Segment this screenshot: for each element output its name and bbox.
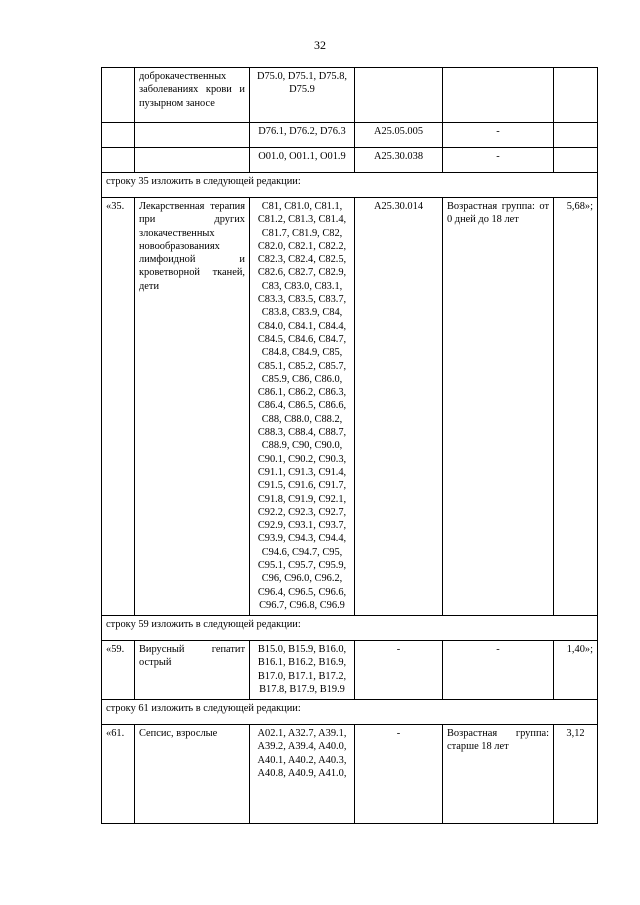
coefficient-cell: 5,68»; — [554, 198, 598, 616]
criteria-cell: - — [443, 641, 554, 700]
table-row — [102, 725, 598, 824]
row-number-cell — [102, 148, 135, 173]
coefficient-cell: 3,12 — [554, 725, 598, 824]
section-instruction-35: строку 35 изложить в следующей редакции: — [102, 173, 598, 198]
table-row — [102, 148, 598, 173]
table-row — [102, 641, 598, 700]
criteria-cell: Возрастная группа: от 0 дней до 18 лет — [443, 198, 554, 616]
service-code-cell: - — [355, 725, 443, 824]
page-number: 32 — [314, 38, 326, 52]
diagnosis-name-cell: Сепсис, взрослые — [135, 725, 250, 824]
icd-codes-cell: O01.0, O01.1, O01.9 — [250, 148, 355, 173]
diagnosis-name-cell: Вирусный гепатит острый — [135, 641, 250, 700]
icd-codes-cell: D76.1, D76.2, D76.3 — [250, 123, 355, 148]
criteria-cell: Возрастная группа: старше 18 лет — [443, 725, 554, 824]
coefficient-cell — [554, 68, 598, 123]
row-number-cell: «59. — [102, 641, 135, 700]
diagnosis-name-cell: Лекарственная терапия при других злокачественных новообразованиях лимфоидной и кроветворной тканей, дети — [135, 198, 250, 616]
icd-codes-cell: D75.0, D75.1, D75.8, D75.9 — [250, 68, 355, 123]
row-number-cell — [102, 68, 135, 123]
service-code-cell: A25.05.005 — [355, 123, 443, 148]
diagnosis-name-cell — [135, 148, 250, 173]
section-instruction-row — [102, 700, 598, 725]
section-instruction-row — [102, 616, 598, 641]
table-row — [102, 198, 598, 616]
section-instruction-59: строку 59 изложить в следующей редакции: — [102, 616, 598, 641]
section-instruction-61: строку 61 изложить в следующей редакции: — [102, 700, 598, 725]
criteria-cell: - — [443, 148, 554, 173]
table-row — [102, 68, 598, 123]
row-number-cell: «61. — [102, 725, 135, 824]
icd-codes-cell: C81, C81.0, C81.1, C81.2, C81.3, C81.4, C81.7, C81.9, C82, C82.0, C82.1, C82.2, C82.3, C82.4, C82.5, C82.6, C82.7, C82.9, C83, C83.0, C83.1, C83.3, C83.5, C83.7, C83.8, C83.9, C84, C84.0, C84.1, C84.4, C84.5, C84.6, C84.7, C84.8, C84.9, C85, C85.1, C85.2, C85.7, C85.9, C86, C86.0, C86.1, C86.2, C86.3, C86.4, C86.5, C86.6, C88, C88.0, C88.2, C88.3, C88.4, C88.7, C88.9, C90, C90.0, C90.1, C90.2, C90.3, C91.1, C91.3, C91.4, C91.5, C91.6, C91.7, C91.8, C91.9, C92.1, C92.2, C92.3, C92.7, C92.9, C93.1, C93.7, C93.9, C94.3, C94.4, C94.6, C94.7, C95, C95.1, C95.7, C95.9, C96, C96.0, C96.2, C96.4, C96.5, C96.6, C96.7, C96.8, C96.9 — [250, 198, 355, 616]
criteria-cell — [443, 68, 554, 123]
tariff-table — [101, 67, 598, 824]
service-code-cell: A25.30.038 — [355, 148, 443, 173]
row-number-cell: «35. — [102, 198, 135, 616]
coefficient-cell: 1,40»; — [554, 641, 598, 700]
coefficient-cell — [554, 123, 598, 148]
icd-codes-cell: A02.1, A32.7, A39.1, A39.2, A39.4, A40.0, A40.1, A40.2, A40.3, A40.8, A40.9, A41.0, — [250, 725, 355, 824]
section-instruction-row — [102, 173, 598, 198]
service-code-cell — [355, 68, 443, 123]
row-number-cell — [102, 123, 135, 148]
coefficient-cell — [554, 148, 598, 173]
diagnosis-name-cell: доброкачественных заболеваниях крови и пузырном заносе — [135, 68, 250, 123]
table-row — [102, 123, 598, 148]
service-code-cell: - — [355, 641, 443, 700]
icd-codes-cell: B15.0, B15.9, B16.0, B16.1, B16.2, B16.9, B17.0, B17.1, B17.2, B17.8, B17.9, B19.9 — [250, 641, 355, 700]
diagnosis-name-cell — [135, 123, 250, 148]
service-code-cell: A25.30.014 — [355, 198, 443, 616]
criteria-cell: - — [443, 123, 554, 148]
